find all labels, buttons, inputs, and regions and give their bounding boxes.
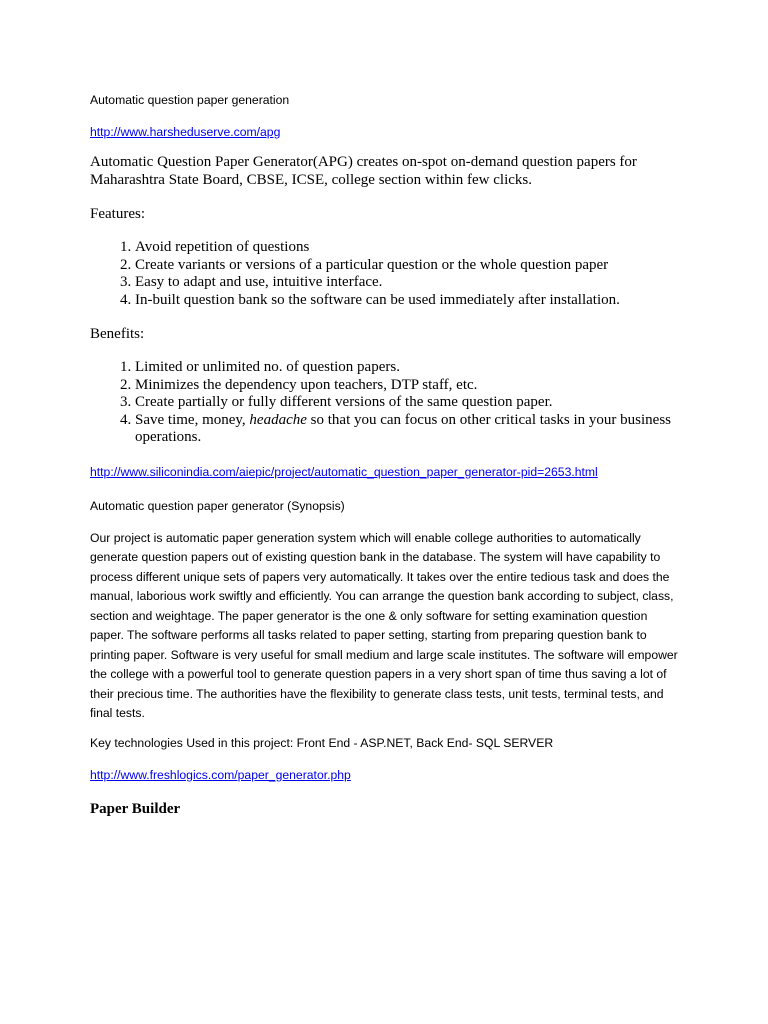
feature-item: 2. Create variants or versions of a particular question or the whole question paper xyxy=(135,257,678,275)
benefit-text-start: Save time, money, xyxy=(135,411,250,428)
benefits-list xyxy=(90,359,678,447)
doc-title: Automatic question paper generation xyxy=(90,93,290,107)
feature-item: 3. Easy to adapt and use, intuitive interface. xyxy=(135,274,678,292)
paper-builder-heading: Paper Builder xyxy=(90,800,181,817)
features-label: Features: xyxy=(90,206,145,222)
synopsis-title: Automatic question paper generator (Synopsis) xyxy=(90,498,345,513)
benefit-item: 1. Limited or unlimited no. of question papers. xyxy=(135,359,678,377)
synopsis-paragraph: Our project is automatic paper generation system which will enable college authorities to automatically generate question papers out of existing question bank in the database. The system will have capability to process different unique sets of papers very automatically. It takes over the entire tedious task and does the manual, laborious work swiftly and efficiently. You can arrange the question bank according to subject, class, section and weightage. The paper generator is the one & only software for setting examination question paper. The software performs all tasks related to paper setting, starting from preparing question bank to printing paper. Software is very useful for small medium and large scale institutes. The software will empower the college with a powerful tool to generate question papers in a very short span of time thus saving a lot of their precious time. The authorities have the flexibility to generate class tests, unit tests, terminal tests, and final tests. xyxy=(90,530,678,720)
freshlogics-link[interactable]: http://www.freshlogics.com/paper_generator.php xyxy=(90,767,351,782)
benefits-label: Benefits: xyxy=(90,326,145,342)
siliconindia-link[interactable]: http://www.siliconindia.com/aiepic/project/automatic_question_paper_generator-pid=2653.html xyxy=(90,464,598,479)
benefit-item xyxy=(135,412,678,447)
benefit-text-end: so that you can focus on other critical tasks in your business operations. xyxy=(135,411,672,445)
benefit-item: 3. Create partially or fully different versions of the same question paper. xyxy=(135,394,678,412)
harsheduserve-link-paragraph xyxy=(90,123,678,141)
key-technologies-line: Key technologies Used in this project: Front End - ASP.NET, Back End- SQL SERVER xyxy=(90,735,554,750)
intro-paragraph: Automatic Question Paper Generator(APG) creates on-spot on-demand question papers for Maharashtra State Board, CBSE, ICSE, college section within few clicks. xyxy=(90,154,637,188)
harsheduserve-link[interactable]: http://www.harsheduserve.com/apg xyxy=(90,125,281,139)
feature-item: 1. Avoid repetition of questions xyxy=(135,239,678,257)
feature-item: 4. In-built question bank so the software can be used immediately after installation. xyxy=(135,292,678,310)
features-list xyxy=(90,239,678,309)
freshlogics-link-paragraph xyxy=(90,766,678,784)
benefit-italic-word: headache xyxy=(249,411,307,428)
siliconindia-link-paragraph xyxy=(90,463,678,481)
benefit-item: 2. Minimizes the dependency upon teachers, DTP staff, etc. xyxy=(135,377,678,395)
